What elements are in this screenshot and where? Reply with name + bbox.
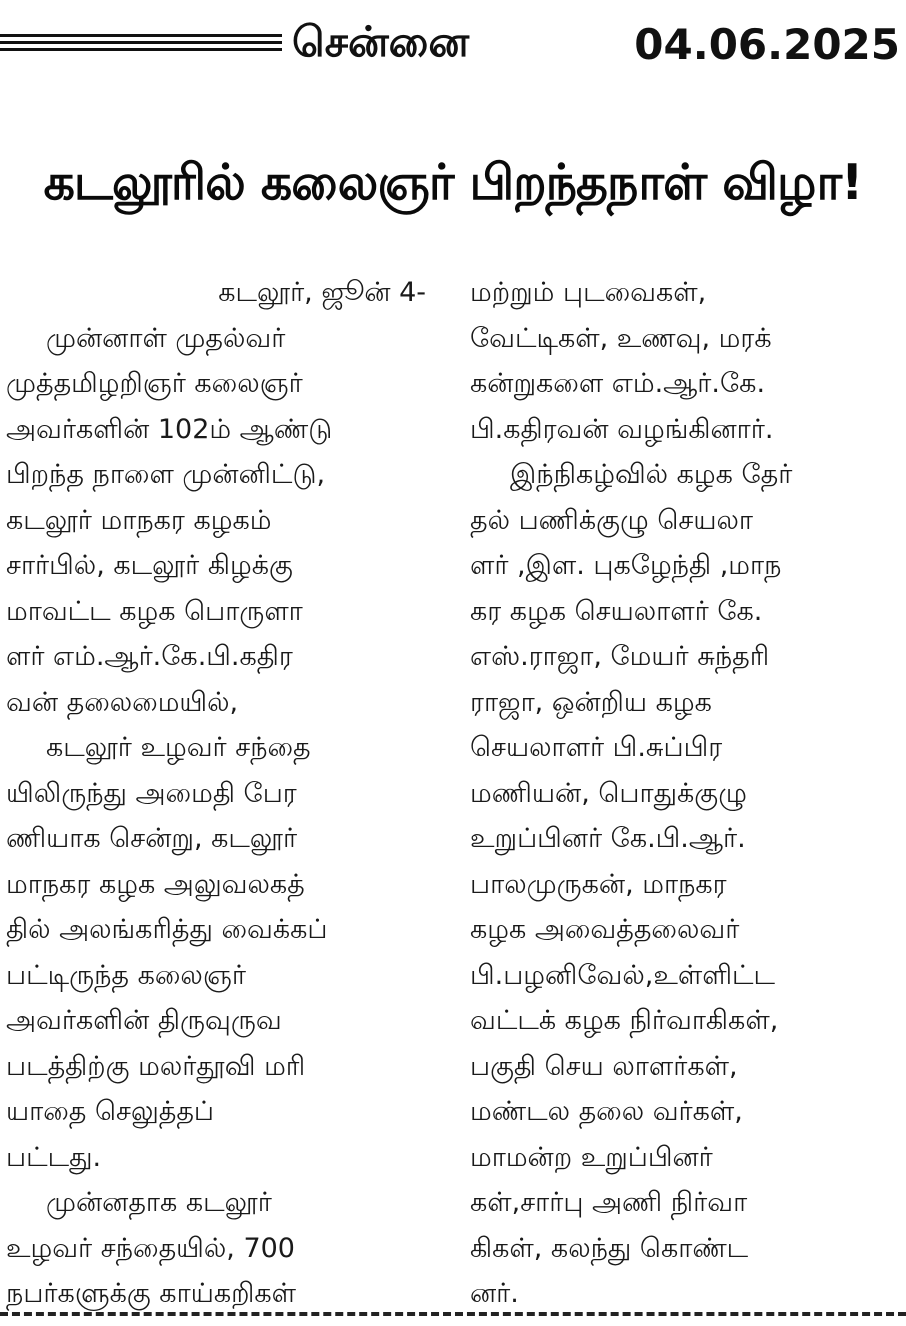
- article-line: பட்டிருந்த கலைஞர்: [6, 959, 246, 991]
- article-line: கிகள், கலந்து கொண்ட: [470, 1232, 749, 1264]
- article-line: ராஜா, ஒன்றிய கழக: [470, 686, 712, 718]
- article-line: பட்டது.: [6, 1141, 102, 1173]
- article-line: யாதை செலுத்தப்: [6, 1096, 215, 1127]
- article-line: கடலூர் உழவர் சந்தை: [46, 732, 311, 763]
- article-line: வேட்டிகள், உணவு, மரக்: [470, 322, 772, 354]
- article-line: கடலூர், ஜூன் 4-: [218, 277, 426, 308]
- article-column-right: [470, 270, 900, 1317]
- bottom-dashed-rule: [0, 1312, 906, 1316]
- article-line: மாநகர கழக அலுவலகத்: [6, 868, 305, 900]
- article-line: முன்னாள் முதல்வர்: [46, 322, 286, 354]
- article-line: தில் அலங்கரித்து வைக்கப்: [6, 914, 328, 945]
- article-line: மற்றும் புடவைகள்,: [470, 277, 707, 308]
- article-line: னர்.: [470, 1278, 519, 1309]
- article-line: ணியாக சென்று, கடலூர்: [6, 823, 298, 854]
- article-line: சார்பில், கடலூர் கிழக்கு: [6, 550, 293, 581]
- article-line: ளர் ,இள. புகழேந்தி ,மாந: [470, 550, 782, 581]
- article-line: ளர் எம்.ஆர்.கே.பி.கதிர: [6, 641, 293, 672]
- article-line: முன்னதாக கடலூர்: [46, 1187, 272, 1218]
- article-line: கழக அவைத்தலைவர்: [470, 914, 740, 945]
- article-line: மாமன்ற உறுப்பினர்: [470, 1141, 713, 1173]
- article-line: மண்டல தலை வர்கள்,: [470, 1096, 743, 1127]
- headline: கடலூரில் கலைஞர் பிறந்தநாள் விழா!: [43, 154, 863, 211]
- decorative-rule-lines: [0, 34, 282, 56]
- article-line: மாவட்ட கழக பொருளா: [6, 595, 303, 627]
- article-line: மணியன், பொதுக்குழு: [470, 777, 747, 809]
- article-line: நபர்களுக்கு காய்கறிகள்: [6, 1278, 296, 1309]
- article-line: படத்திற்கு மலர்தூவி மரி: [6, 1050, 306, 1082]
- article-line: செயலாளர் பி.சுப்பிர: [470, 732, 723, 763]
- article-line: உழவர் சந்தையில், 700: [6, 1232, 295, 1264]
- article-line: பி.பழனிவேல்,உள்ளிட்ட: [470, 959, 776, 991]
- article-line: கர கழக செயலாளர் கே.: [470, 595, 763, 627]
- article-line: இந்நிகழ்வில் கழக தேர்: [510, 459, 793, 490]
- publication-date: 04.06.2025: [634, 19, 900, 69]
- article-line: கடலூர் மாநகர கழகம்: [6, 504, 272, 536]
- article-line: தல் பணிக்குழு செயலா: [470, 504, 753, 536]
- article-line: கன்றுகளை எம்.ஆர்.கே.: [470, 368, 766, 399]
- article-line: யிலிருந்து அமைதி பேர: [6, 777, 297, 809]
- article-line: அவர்களின் 102ம் ஆண்டு: [6, 413, 333, 445]
- article-line: பி.கதிரவன் வழங்கினார்.: [470, 413, 774, 445]
- article-line: பகுதி செய லாளர்கள்,: [470, 1050, 738, 1082]
- city-name: சென்னை: [292, 16, 470, 66]
- article-line: உறுப்பினர் கே.பி.ஆர்.: [470, 823, 746, 854]
- article-line: எஸ்.ராஜா, மேயர் சுந்தரி: [470, 641, 770, 672]
- article-column-left: [6, 270, 436, 1317]
- article-line: கள்,சார்பு அணி நிர்வா: [470, 1187, 748, 1218]
- dateline: [292, 14, 900, 74]
- article-line: வன் தலைமையில்,: [6, 686, 239, 718]
- article-line: முத்தமிழறிஞர் கலைஞர்: [6, 368, 303, 399]
- article-line: அவர்களின் திருவுருவ: [6, 1005, 282, 1036]
- article-line: வட்டக் கழக நிர்வாகிகள்,: [470, 1005, 779, 1036]
- article-line: பாலமுருகன், மாநகர: [470, 868, 727, 900]
- article-line: பிறந்த நாளை முன்னிட்டு,: [6, 459, 326, 490]
